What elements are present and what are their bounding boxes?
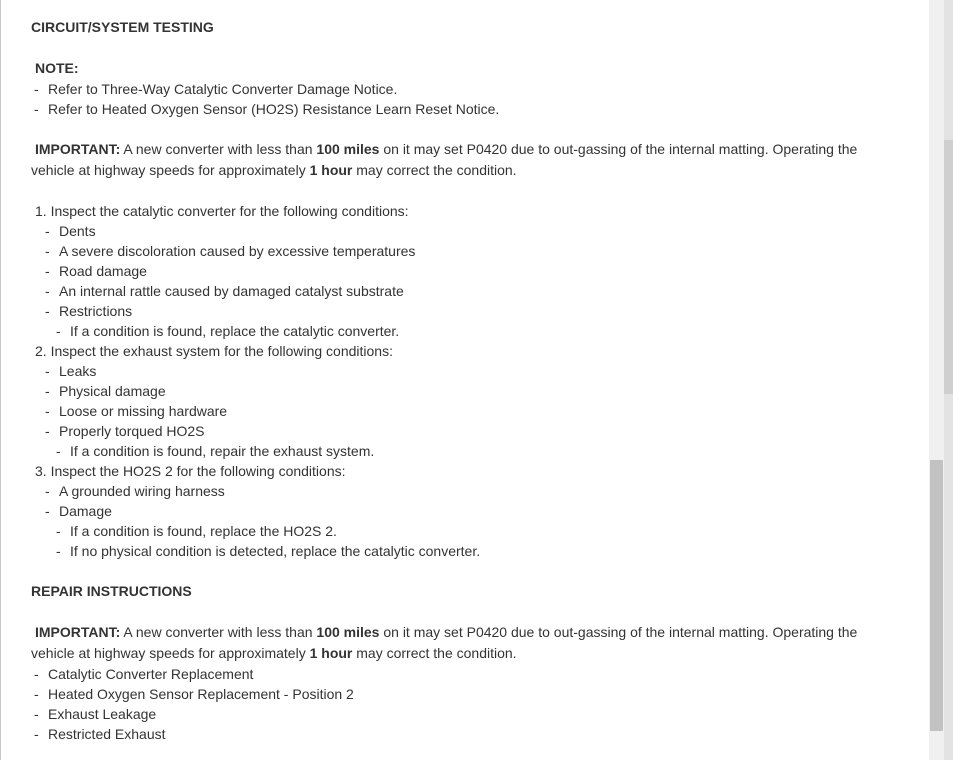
important-label: IMPORTANT: (35, 141, 121, 157)
bullet-dash: - (34, 666, 39, 682)
action-text: If a condition is found, replace the catalytic converter. (70, 323, 400, 339)
condition-text: A severe discoloration caused by excessive temperatures (59, 243, 416, 259)
window-left-border (0, 0, 1, 760)
important-bold: 1 hour (309, 645, 353, 661)
section-heading-circuit-testing: CIRCUIT/SYSTEM TESTING (31, 19, 214, 35)
important-line-1 (35, 139, 857, 159)
important-text: vehicle at highway speeds for approximately (31, 162, 310, 178)
repair-link[interactable] (34, 704, 156, 724)
condition-text: Properly torqued HO2S (59, 423, 205, 439)
condition-text: Physical damage (59, 383, 166, 399)
action-text: If a condition is found, repair the exhaust system. (70, 443, 375, 459)
note-item-text: Refer to Three-Way Catalytic Converter Damage Notice. (48, 81, 398, 97)
condition-text: An internal rattle caused by damaged catalyst substrate (59, 283, 404, 299)
section-heading-repair-instructions: REPAIR INSTRUCTIONS (31, 583, 192, 599)
important-text: vehicle at highway speeds for approximately (31, 645, 310, 661)
bullet-dash: - (45, 223, 50, 239)
note-title: NOTE: (35, 60, 79, 76)
condition-item (45, 241, 415, 261)
important-text: A new converter with less than (120, 624, 317, 640)
action-item[interactable] (56, 541, 480, 561)
action-item[interactable] (56, 441, 374, 461)
step-title: 2. Inspect the exhaust system for the following conditions: (35, 343, 393, 359)
condition-item (45, 261, 147, 281)
bullet-dash: - (56, 323, 61, 339)
bullet-dash: - (45, 263, 50, 279)
step-title: 3. Inspect the HO2S 2 for the following conditions: (35, 463, 346, 479)
bullet-dash: - (45, 483, 50, 499)
note-item-text: Refer to Heated Oxygen Sensor (HO2S) Resistance Learn Reset Notice. (48, 101, 500, 117)
condition-text: A grounded wiring harness (59, 483, 225, 499)
bullet-dash: - (56, 443, 61, 459)
action-item[interactable] (56, 321, 399, 341)
condition-item (45, 481, 225, 501)
condition-item (45, 381, 166, 401)
important-text: may correct the condition. (352, 162, 517, 178)
repair-link[interactable] (34, 664, 253, 684)
condition-item (45, 401, 227, 421)
condition-text: Road damage (59, 263, 147, 279)
important-text: on it may set P0420 due to out-gassing of the internal matting. Operating the (379, 624, 858, 640)
inner-scrollbar-thumb[interactable] (930, 460, 943, 731)
important-line-2 (31, 160, 517, 180)
outer-scrollbar-thumb[interactable] (944, 140, 953, 394)
repair-link-text[interactable]: Restricted Exhaust (48, 726, 166, 742)
condition-item (45, 281, 404, 301)
repair-link-text[interactable]: Exhaust Leakage (48, 706, 157, 722)
bullet-dash: - (45, 383, 50, 399)
important-line-2 (31, 643, 517, 663)
condition-item (45, 501, 112, 521)
bullet-dash: - (34, 686, 39, 702)
condition-text: Dents (59, 223, 96, 239)
step-title: 1. Inspect the catalytic converter for the following conditions: (35, 203, 409, 219)
repair-link-text[interactable]: Heated Oxygen Sensor Replacement - Position 2 (48, 686, 354, 702)
action-text: If no physical condition is detected, replace the catalytic converter. (70, 543, 481, 559)
bullet-dash: - (45, 363, 50, 379)
document-content (31, 0, 921, 760)
action-item[interactable] (56, 521, 337, 541)
repair-link-text[interactable]: Catalytic Converter Replacement (48, 666, 254, 682)
condition-text: Restrictions (59, 303, 133, 319)
important-label: IMPORTANT: (35, 624, 121, 640)
important-line-1 (35, 622, 857, 642)
condition-text: Damage (59, 503, 112, 519)
bullet-dash: - (45, 403, 50, 419)
bullet-dash: - (34, 81, 39, 97)
important-text: on it may set P0420 due to out-gassing of the internal matting. Operating the (379, 141, 858, 157)
bullet-dash: - (56, 543, 61, 559)
bullet-dash: - (45, 283, 50, 299)
bullet-dash: - (34, 706, 39, 722)
bullet-dash: - (56, 523, 61, 539)
condition-item (45, 301, 132, 321)
repair-link[interactable] (34, 684, 354, 704)
condition-item (45, 361, 96, 381)
important-text: A new converter with less than (120, 141, 317, 157)
important-bold: 100 miles (316, 141, 380, 157)
condition-item (45, 221, 96, 241)
bullet-dash: - (45, 303, 50, 319)
note-item[interactable] (34, 79, 397, 99)
bullet-dash: - (45, 503, 50, 519)
important-bold: 100 miles (316, 624, 380, 640)
bullet-dash: - (34, 726, 39, 742)
condition-text: Loose or missing hardware (59, 403, 228, 419)
bullet-dash: - (34, 101, 39, 117)
condition-text: Leaks (59, 363, 97, 379)
bullet-dash: - (45, 243, 50, 259)
bullet-dash: - (45, 423, 50, 439)
repair-link[interactable] (34, 724, 166, 744)
condition-item (45, 421, 205, 441)
important-bold: 1 hour (309, 162, 353, 178)
action-text: If a condition is found, replace the HO2S 2. (70, 523, 337, 539)
note-item[interactable] (34, 99, 499, 119)
important-text: may correct the condition. (352, 645, 517, 661)
